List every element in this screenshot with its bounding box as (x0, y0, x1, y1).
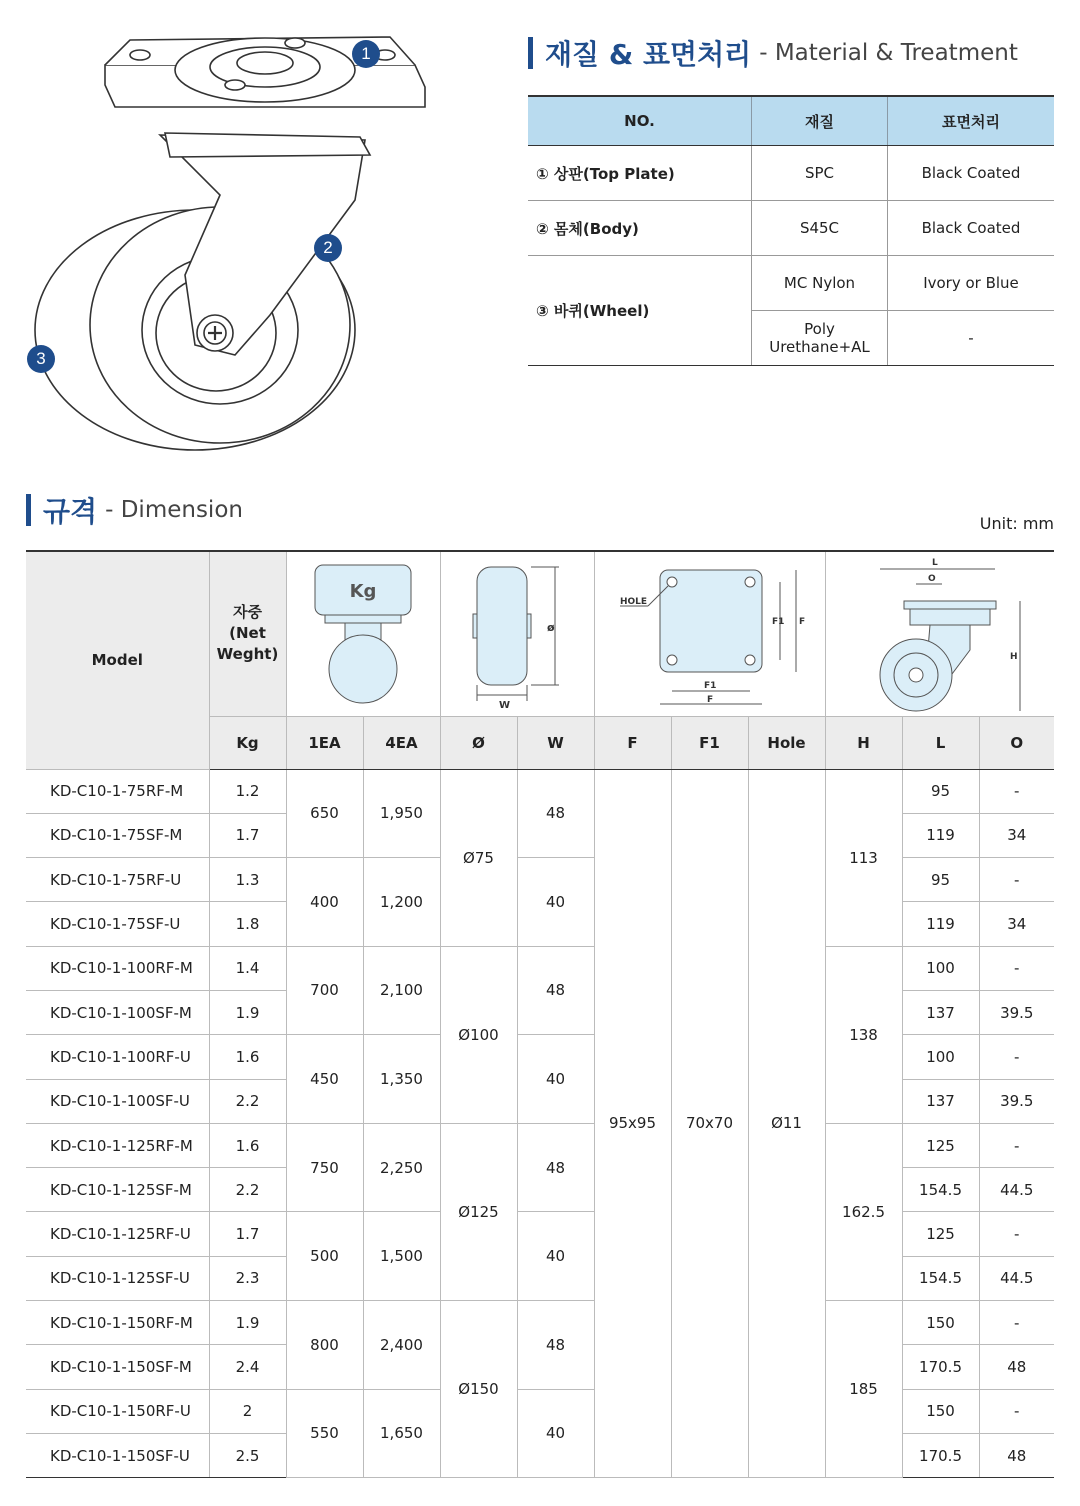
model-cell: KD-C10-1-150RF-U (26, 1389, 209, 1433)
caster-side-diagram-cell (825, 551, 1054, 716)
dimension-title-en: - Dimension (105, 497, 243, 523)
treatment-value: Black Coated (888, 201, 1055, 256)
f-vertical-label: F (798, 617, 805, 628)
part-name: ② 몸체(Body) (528, 201, 752, 256)
wheel-side-diagram (447, 559, 587, 709)
w-label: W (499, 699, 511, 709)
model-cell: KD-C10-1-150SF-M (26, 1345, 209, 1389)
material-heading (528, 33, 1018, 73)
table-row (26, 769, 1054, 813)
model-cell: KD-C10-1-100SF-M (26, 990, 209, 1034)
dimension-table-body (26, 769, 1054, 1478)
table-row (26, 1123, 1054, 1167)
model-cell: KD-C10-1-75RF-U (26, 858, 209, 902)
offset-cell: 44.5 (979, 1256, 1054, 1300)
wheel-diagram-cell (440, 551, 594, 716)
model-cell: KD-C10-1-150RF-M (26, 1301, 209, 1345)
material-value: SPC (752, 146, 888, 201)
net-weight-cell: 1.3 (209, 858, 286, 902)
length-cell: 137 (902, 1079, 979, 1123)
material-title-en: - Material & Treatment (759, 40, 1018, 66)
f1-label: F1 (703, 681, 716, 692)
length-cell: 119 (902, 902, 979, 946)
offset-cell: 44.5 (979, 1168, 1054, 1212)
model-cell: KD-C10-1-150SF-U (26, 1433, 209, 1477)
material-value: Poly Urethane+AL (752, 311, 888, 366)
net-weight-cell: 1.8 (209, 902, 286, 946)
header-diameter: Ø (440, 716, 517, 769)
header-w: W (517, 716, 594, 769)
header-l: L (902, 716, 979, 769)
caster-illustration (20, 25, 440, 465)
net-weight-cell: 1.9 (209, 990, 286, 1034)
header-hole: Hole (748, 716, 825, 769)
load-4ea-cell: 1,200 (363, 858, 440, 947)
dimension-table (26, 550, 1054, 1478)
material-header-treatment: 표면처리 (888, 96, 1055, 146)
offset-cell: - (979, 1035, 1054, 1079)
diameter-cell: Ø75 (440, 769, 517, 946)
heading-bar (528, 37, 533, 69)
header-f1: F1 (671, 716, 748, 769)
net-weight-cell: 2 (209, 1389, 286, 1433)
offset-cell: 39.5 (979, 1079, 1054, 1123)
net-weight-cell: 2.2 (209, 1168, 286, 1212)
model-cell: KD-C10-1-125SF-M (26, 1168, 209, 1212)
net-weight-en2: Weght) (216, 645, 279, 664)
header-f: F (594, 716, 671, 769)
length-cell: 170.5 (902, 1433, 979, 1477)
length-cell: 154.5 (902, 1168, 979, 1212)
f-label: F (706, 695, 713, 706)
load-4ea-cell: 2,250 (363, 1123, 440, 1212)
header-4ea: 4EA (363, 716, 440, 769)
net-weight-cell: 1.9 (209, 1301, 286, 1345)
material-title-ko: 재질 & 표면처리 (545, 38, 752, 71)
offset-cell: - (979, 1123, 1054, 1167)
offset-cell: 39.5 (979, 990, 1054, 1034)
load-4ea-cell: 2,400 (363, 1301, 440, 1390)
net-weight-ko: 자중 (233, 603, 262, 622)
offset-cell: - (979, 1389, 1054, 1433)
model-cell: KD-C10-1-125RF-U (26, 1212, 209, 1256)
diameter-cell: Ø125 (440, 1123, 517, 1300)
hole-label: HOLE (619, 597, 647, 608)
plate-f-cell: 95x95 (594, 769, 671, 1478)
width-cell: 48 (517, 1123, 594, 1212)
length-cell: 95 (902, 858, 979, 902)
badge-body: 2 (314, 234, 342, 262)
material-table (528, 95, 1054, 366)
length-cell: 125 (902, 1212, 979, 1256)
o-label: O (927, 573, 936, 584)
header-1ea: 1EA (286, 716, 363, 769)
model-cell: KD-C10-1-75SF-M (26, 813, 209, 857)
offset-cell: 34 (979, 813, 1054, 857)
h-label: H (1009, 651, 1018, 662)
offset-cell: - (979, 946, 1054, 990)
material-header-no: NO. (528, 96, 752, 146)
material-value: MC Nylon (752, 256, 888, 311)
table-row (528, 256, 1054, 311)
offset-cell: - (979, 858, 1054, 902)
badge-wheel: 3 (27, 345, 55, 373)
table-row (528, 201, 1054, 256)
model-cell: KD-C10-1-100RF-M (26, 946, 209, 990)
length-cell: 100 (902, 1035, 979, 1079)
net-weight-cell: 1.2 (209, 769, 286, 813)
offset-cell: - (979, 1301, 1054, 1345)
height-cell: 113 (825, 769, 902, 946)
treatment-value: Black Coated (888, 146, 1055, 201)
header-h: H (825, 716, 902, 769)
load-4ea-cell: 1,350 (363, 1035, 440, 1124)
width-cell: 40 (517, 1389, 594, 1478)
load-1ea-cell: 500 (286, 1212, 363, 1301)
net-weight-cell: 1.4 (209, 946, 286, 990)
header-model: Model (26, 551, 209, 769)
header-kg: Kg (209, 716, 286, 769)
dimension-title-ko: 규격 (43, 495, 98, 528)
load-1ea-cell: 400 (286, 858, 363, 947)
length-cell: 125 (902, 1123, 979, 1167)
table-row (528, 146, 1054, 201)
f1-vertical-label: F1 (771, 617, 784, 628)
material-header-material: 재질 (752, 96, 888, 146)
net-weight-cell: 2.2 (209, 1079, 286, 1123)
dimension-heading (26, 490, 243, 530)
phi-label: ø (547, 620, 555, 634)
kg-icon-label: Kg (349, 580, 377, 602)
offset-cell: 48 (979, 1433, 1054, 1477)
load-4ea-cell: 1,950 (363, 769, 440, 858)
load-1ea-cell: 700 (286, 946, 363, 1035)
load-1ea-cell: 800 (286, 1301, 363, 1390)
part-name: ① 상판(Top Plate) (528, 146, 752, 201)
length-cell: 150 (902, 1301, 979, 1345)
length-cell: 150 (902, 1389, 979, 1433)
load-1ea-cell: 550 (286, 1389, 363, 1478)
heading-bar (26, 494, 31, 526)
net-weight-cell: 2.3 (209, 1256, 286, 1300)
length-cell: 119 (902, 813, 979, 857)
top-plate-diagram (600, 556, 820, 711)
load-1ea-cell: 450 (286, 1035, 363, 1124)
height-cell: 185 (825, 1301, 902, 1478)
length-cell: 170.5 (902, 1345, 979, 1389)
net-weight-cell: 2.5 (209, 1433, 286, 1477)
width-cell: 40 (517, 1212, 594, 1301)
model-cell: KD-C10-1-125SF-U (26, 1256, 209, 1300)
header-net-weight (209, 551, 286, 716)
length-cell: 100 (902, 946, 979, 990)
treatment-value: Ivory or Blue (888, 256, 1055, 311)
offset-cell: 34 (979, 902, 1054, 946)
length-cell: 137 (902, 990, 979, 1034)
model-cell: KD-C10-1-100RF-U (26, 1035, 209, 1079)
table-row (26, 946, 1054, 990)
caster-side-diagram (830, 555, 1050, 713)
length-cell: 154.5 (902, 1256, 979, 1300)
diameter-cell: Ø150 (440, 1301, 517, 1478)
l-label: L (931, 557, 938, 568)
load-capacity-icon (303, 559, 423, 709)
load-1ea-cell: 650 (286, 769, 363, 858)
height-cell: 138 (825, 946, 902, 1123)
load-4ea-cell: 1,500 (363, 1212, 440, 1301)
plate-f1-cell: 70x70 (671, 769, 748, 1478)
model-cell: KD-C10-1-75SF-U (26, 902, 209, 946)
net-weight-cell: 2.4 (209, 1345, 286, 1389)
badge-top-plate: 1 (352, 40, 380, 68)
model-cell: KD-C10-1-125RF-M (26, 1123, 209, 1167)
net-weight-cell: 1.7 (209, 1212, 286, 1256)
width-cell: 40 (517, 858, 594, 947)
width-cell: 48 (517, 1301, 594, 1390)
length-cell: 95 (902, 769, 979, 813)
net-weight-cell: 1.7 (209, 813, 286, 857)
material-value: S45C (752, 201, 888, 256)
width-cell: 48 (517, 946, 594, 1035)
width-cell: 40 (517, 1035, 594, 1124)
net-weight-cell: 1.6 (209, 1035, 286, 1079)
header-o: O (979, 716, 1054, 769)
offset-cell: 48 (979, 1345, 1054, 1389)
table-row (26, 1301, 1054, 1345)
diameter-cell: Ø100 (440, 946, 517, 1123)
load-diagram-cell (286, 551, 440, 716)
width-cell: 48 (517, 769, 594, 858)
net-weight-cell: 1.6 (209, 1123, 286, 1167)
treatment-value: - (888, 311, 1055, 366)
offset-cell: - (979, 769, 1054, 813)
load-4ea-cell: 2,100 (363, 946, 440, 1035)
unit-label: Unit: mm (979, 514, 1054, 533)
offset-cell: - (979, 1212, 1054, 1256)
model-cell: KD-C10-1-100SF-U (26, 1079, 209, 1123)
model-cell: KD-C10-1-75RF-M (26, 769, 209, 813)
load-1ea-cell: 750 (286, 1123, 363, 1212)
hole-cell: Ø11 (748, 769, 825, 1478)
height-cell: 162.5 (825, 1123, 902, 1300)
load-4ea-cell: 1,650 (363, 1389, 440, 1478)
net-weight-en1: (Net (229, 624, 266, 643)
plate-diagram-cell (594, 551, 825, 716)
part-name: ③ 바퀴(Wheel) (528, 256, 752, 366)
